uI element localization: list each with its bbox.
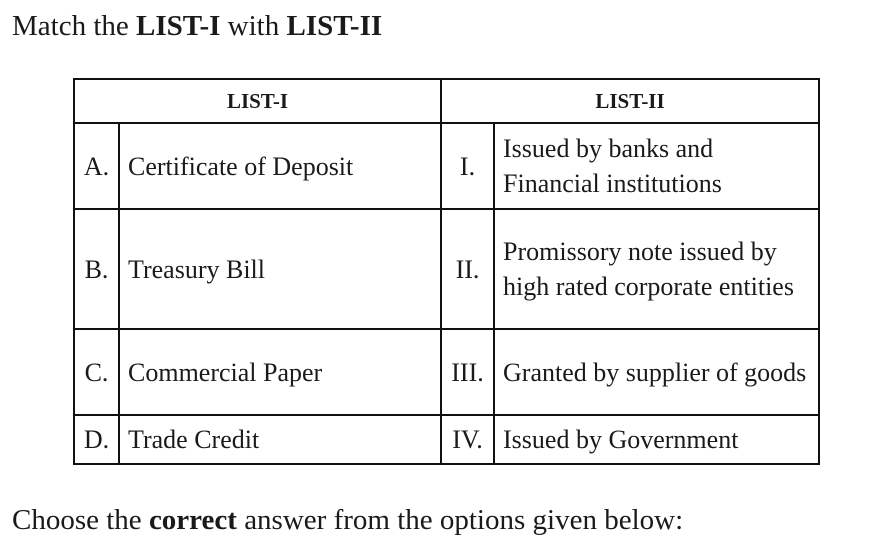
row-roman: I. bbox=[441, 123, 494, 209]
header-list1: LIST-I bbox=[74, 79, 441, 123]
match-table bbox=[73, 78, 820, 465]
heading-middle: with bbox=[220, 10, 287, 42]
question-heading bbox=[12, 6, 382, 46]
row-key: C. bbox=[74, 329, 119, 415]
table-row bbox=[74, 123, 819, 209]
heading-prefix: Match the bbox=[12, 10, 137, 42]
list2-item: Promissory note issued by high rated corporate entities bbox=[494, 209, 819, 329]
list1-item: Treasury Bill bbox=[119, 209, 441, 329]
row-key: A. bbox=[74, 123, 119, 209]
heading-list2: LIST-II bbox=[286, 10, 383, 42]
table-header-row bbox=[74, 79, 819, 123]
header-list2: LIST-II bbox=[441, 79, 819, 123]
row-roman: III. bbox=[441, 329, 494, 415]
list2-item: Issued by Government bbox=[494, 415, 819, 464]
table-row bbox=[74, 329, 819, 415]
footer-suffix: answer from the options given below: bbox=[236, 504, 684, 536]
list1-item: Trade Credit bbox=[119, 415, 441, 464]
heading-list1: LIST-I bbox=[136, 10, 221, 42]
row-key: B. bbox=[74, 209, 119, 329]
row-roman: IV. bbox=[441, 415, 494, 464]
list1-item: Certificate of Deposit bbox=[119, 123, 441, 209]
footer-emphasis: correct bbox=[148, 504, 237, 536]
table-row bbox=[74, 209, 819, 329]
list2-item: Issued by banks and Financial institutions bbox=[494, 123, 819, 209]
list1-item: Commercial Paper bbox=[119, 329, 441, 415]
list2-item: Granted by supplier of goods bbox=[494, 329, 819, 415]
footer-prefix: Choose the bbox=[12, 504, 149, 536]
instruction-text bbox=[12, 500, 683, 540]
table-row bbox=[74, 415, 819, 464]
row-key: D. bbox=[74, 415, 119, 464]
row-roman: II. bbox=[441, 209, 494, 329]
